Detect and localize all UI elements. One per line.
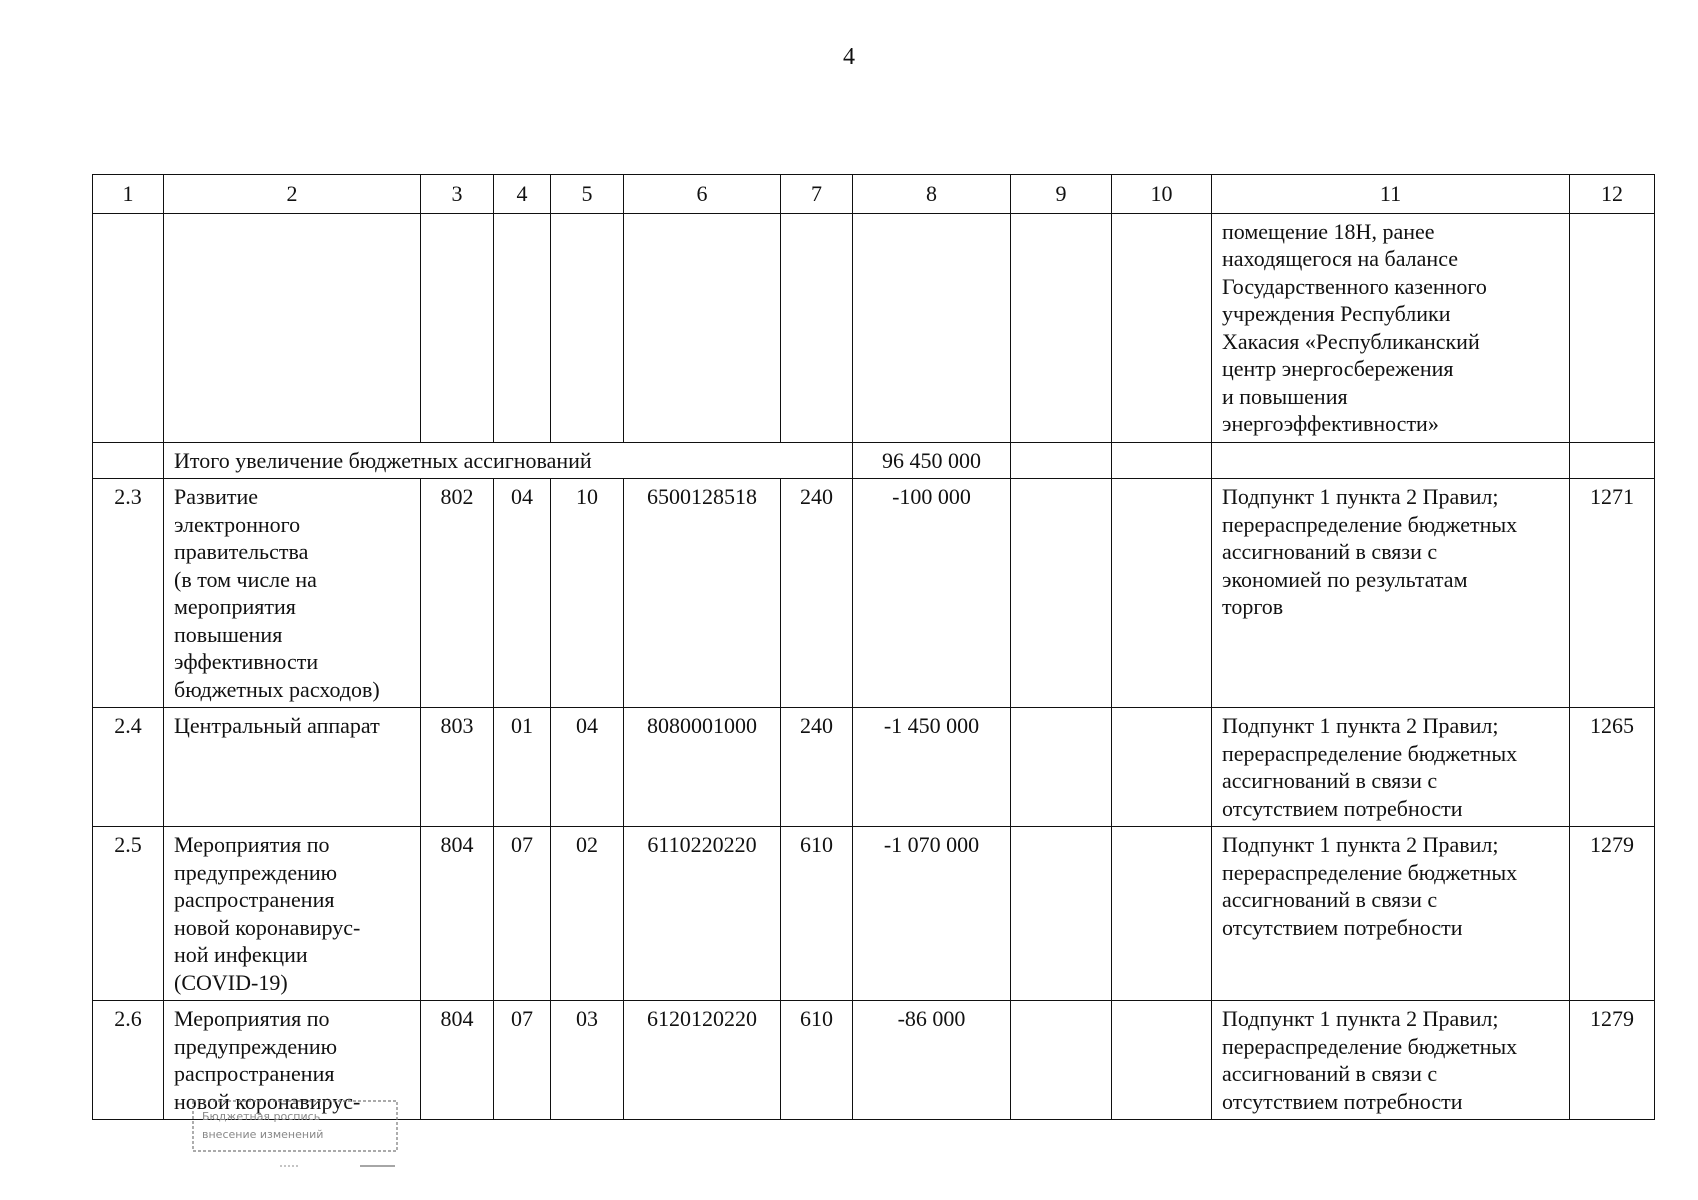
total-label: Итого увеличение бюджетных ассигнований <box>164 442 853 479</box>
row-amount: -1 070 000 <box>853 827 1011 1001</box>
cell-col6: 6500128518 <box>624 479 781 708</box>
row-number: 2.4 <box>93 708 164 827</box>
continuation-row <box>93 213 1655 442</box>
header-cell: 7 <box>781 175 853 214</box>
header-cell: 10 <box>1112 175 1212 214</box>
cell-col3: 804 <box>421 1001 494 1120</box>
row-name: Мероприятия по предупреждению распространения новой коронавирус- ной инфекции (COVID-19) <box>164 827 421 1001</box>
header-cell: 1 <box>93 175 164 214</box>
header-cell: 2 <box>164 175 421 214</box>
row-amount: -86 000 <box>853 1001 1011 1120</box>
row-name: Центральный аппарат <box>164 708 421 827</box>
cell-col4: 07 <box>494 827 551 1001</box>
cell-col5: 10 <box>551 479 624 708</box>
row-amount: -100 000 <box>853 479 1011 708</box>
cell-col5: 02 <box>551 827 624 1001</box>
header-cell: 11 <box>1212 175 1570 214</box>
row-name: Мероприятия по предупреждению распространения новой коронавирус- <box>164 1001 421 1120</box>
cell-col4: 01 <box>494 708 551 827</box>
cell-col5: 03 <box>551 1001 624 1120</box>
cell-col7: 610 <box>781 1001 853 1120</box>
cell-col5: 04 <box>551 708 624 827</box>
row-number: 2.3 <box>93 479 164 708</box>
basis-cell: Подпункт 1 пункта 2 Правил; перераспределение бюджетных ассигнований в связи с отсутствием потребности <box>1212 1001 1570 1120</box>
cell-col3: 802 <box>421 479 494 708</box>
cell-col7: 610 <box>781 827 853 1001</box>
basis-cell: Подпункт 1 пункта 2 Правил; перераспределение бюджетных ассигнований в связи с отсутствием потребности <box>1212 708 1570 827</box>
header-row <box>93 175 1655 214</box>
cell-col6: 8080001000 <box>624 708 781 827</box>
total-amount: 96 450 000 <box>853 442 1011 479</box>
cell-col3: 803 <box>421 708 494 827</box>
header-cell: 6 <box>624 175 781 214</box>
cell-col4: 04 <box>494 479 551 708</box>
row-number: 2.6 <box>93 1001 164 1120</box>
stamp-line-1: Бюджетная роспись <box>202 1110 321 1123</box>
header-cell: 9 <box>1011 175 1112 214</box>
row-code: 1279 <box>1570 827 1655 1001</box>
page-number: 4 <box>843 44 855 70</box>
header-cell: 8 <box>853 175 1011 214</box>
row-code: 1271 <box>1570 479 1655 708</box>
basis-cell: Подпункт 1 пункта 2 Правил; перераспределение бюджетных ассигнований в связи с экономией по результатам торгов <box>1212 479 1570 708</box>
basis-cell: Подпункт 1 пункта 2 Правил; перераспределение бюджетных ассигнований в связи с отсутствием потребности <box>1212 827 1570 1001</box>
cell-col7: 240 <box>781 708 853 827</box>
header-cell: 5 <box>551 175 624 214</box>
basis-cell: помещение 18Н, ранее находящегося на балансе Государственного казенного учреждения Республики Хакасия «Республиканский центр энергосбережения и повышения энергоэффективности» <box>1212 213 1570 442</box>
header-cell: 4 <box>494 175 551 214</box>
row-code: 1265 <box>1570 708 1655 827</box>
budget-table <box>92 174 1655 1120</box>
cell-col3: 804 <box>421 827 494 1001</box>
cell-col4: 07 <box>494 1001 551 1120</box>
header-cell: 12 <box>1570 175 1655 214</box>
table-row <box>93 479 1655 708</box>
registration-stamp <box>190 1098 400 1172</box>
table-row <box>93 708 1655 827</box>
total-row <box>93 442 1655 479</box>
row-number: 2.5 <box>93 827 164 1001</box>
header-cell: 3 <box>421 175 494 214</box>
cell-col7: 240 <box>781 479 853 708</box>
table-row <box>93 827 1655 1001</box>
row-name: Развитие электронного правительства (в том числе на мероприятия повышения эффективности бюджетных расходов) <box>164 479 421 708</box>
stamp-line-2: внесение изменений <box>202 1128 324 1141</box>
row-amount: -1 450 000 <box>853 708 1011 827</box>
row-code: 1279 <box>1570 1001 1655 1120</box>
cell-col6: 6120120220 <box>624 1001 781 1120</box>
cell-col6: 6110220220 <box>624 827 781 1001</box>
